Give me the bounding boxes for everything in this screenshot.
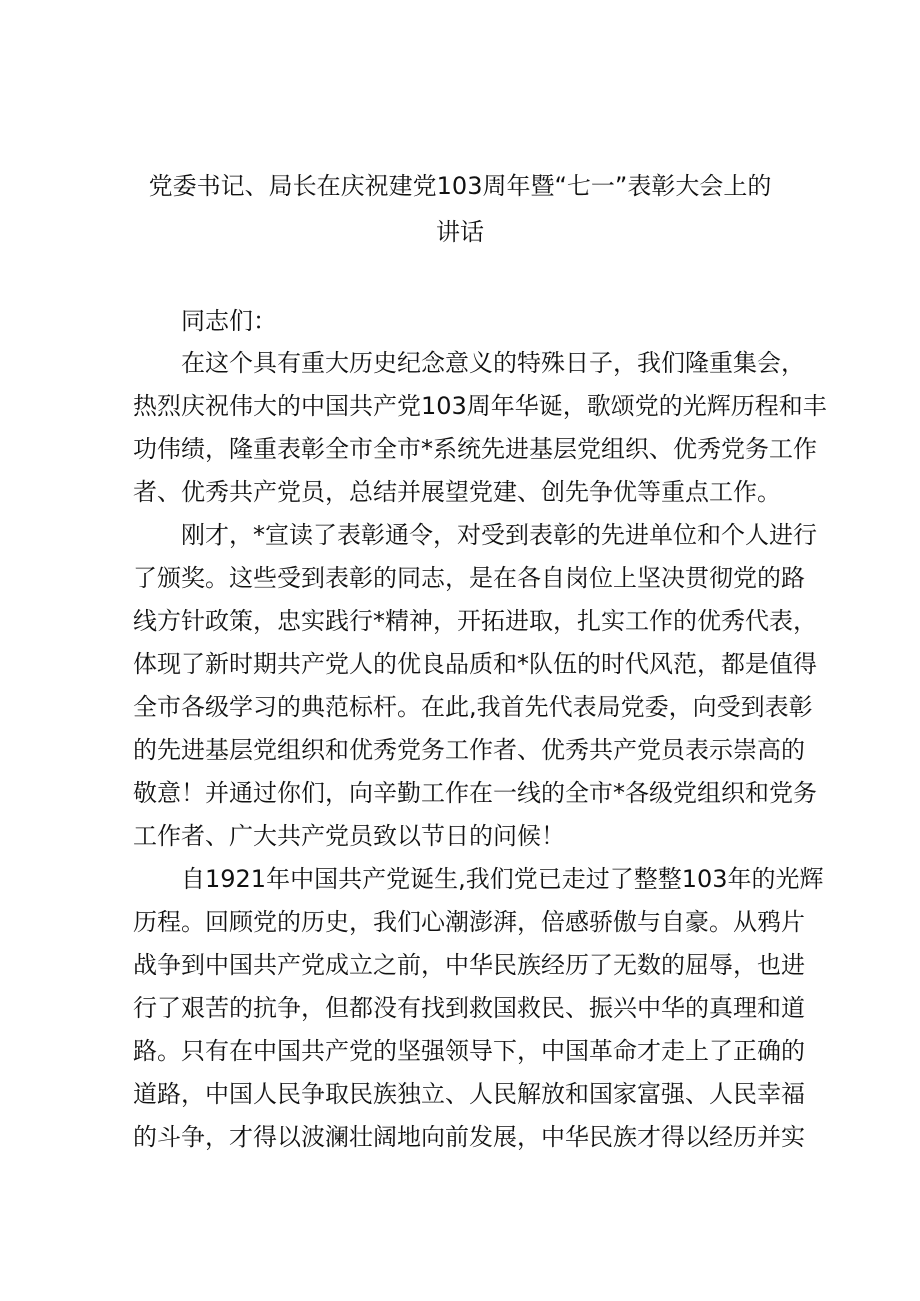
paragraph-line: 功伟绩，隆重表彰全市全市*系统先进基层党组织、优秀党务工作	[133, 435, 817, 463]
paragraph-line: 在这个具有重大历史纪念意义的特殊日子，我们隆重集会，	[181, 349, 805, 377]
paragraph-line: 道路，中国人民争取民族独立、人民解放和国家富强、人民幸福	[133, 1080, 805, 1108]
paragraph-line: 体现了新时期共产党人的优良品质和*队伍的时代风范，都是值得	[133, 650, 817, 678]
paragraph-line: 热烈庆祝伟大的中国共产党103周年华诞，歌颂党的光辉历程和丰	[133, 392, 827, 420]
paragraph-line: 了颁奖。这些受到表彰的同志，是在各自岗位上坚决贯彻党的路	[133, 564, 805, 592]
paragraph-line: 者、优秀共产党员，总结并展望党建、创先争优等重点工作。	[133, 478, 781, 506]
paragraph-line: 线方针政策，忠实践行*精神，开拓进取，扎实工作的优秀代表，	[133, 607, 817, 635]
paragraph-line: 的斗争，才得以波澜壮阔地向前发展，中华民族才得以经历并实	[133, 1123, 805, 1151]
paragraph-line: 行了艰苦的抗争，但都没有找到救国救民、振兴中华的真理和道	[133, 994, 805, 1022]
paragraph-line: 的先进基层党组织和优秀党务工作者、优秀共产党员表示崇高的	[133, 736, 805, 764]
paragraph-line: 自1921年中国共产党诞生,我们党已走过了整整103年的光辉	[181, 865, 824, 893]
document-title-line-2: 讲话	[436, 218, 484, 246]
paragraph-line: 敬意！并通过你们，向辛勤工作在一线的全市*各级党组织和党务	[133, 779, 817, 807]
document-title-line-1: 党委书记、局长在庆祝建党103周年暨“七一”表彰大会上的	[148, 172, 772, 200]
paragraph-line: 路。只有在中国共产党的坚强领导下，中国革命才走上了正确的	[133, 1037, 805, 1065]
salutation: 同志们：	[181, 307, 277, 335]
paragraph-line: 战争到中国共产党成立之前，中华民族经历了无数的屈辱，也进	[133, 951, 805, 979]
paragraph-line: 工作者、广大共产党员致以节日的问候！	[133, 822, 565, 850]
paragraph-line: 历程。回顾党的历史，我们心潮澎湃，倍感骄傲与自豪。从鸦片	[133, 908, 805, 936]
paragraph-line: 全市各级学习的典范标杆。在此,我首先代表局党委，向受到表彰	[133, 693, 813, 721]
paragraph-line: 刚才，*宣读了表彰通令，对受到表彰的先进单位和个人进行	[181, 521, 817, 549]
